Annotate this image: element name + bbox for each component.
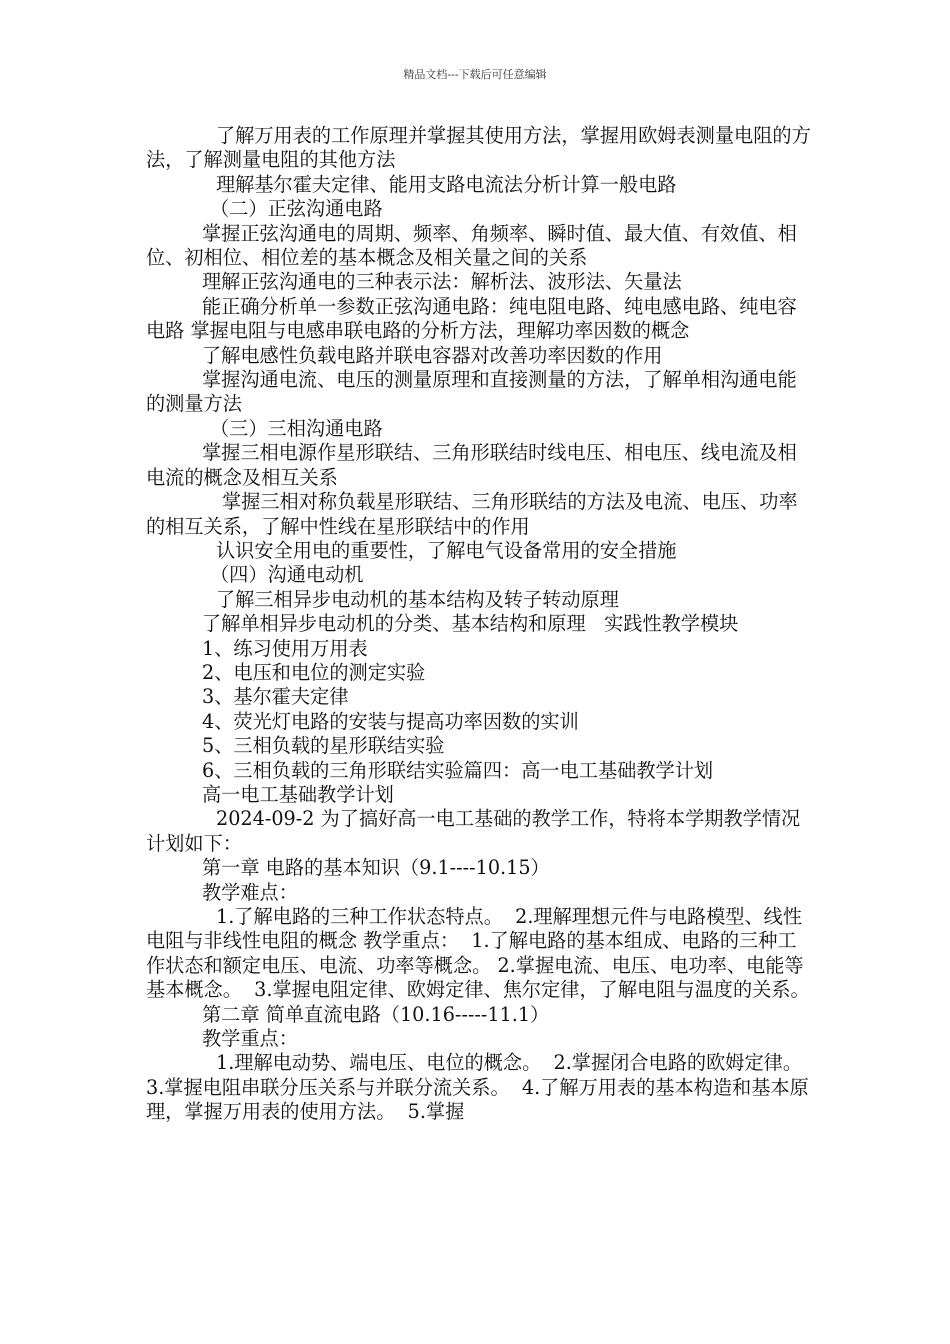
- page-header: 精品文档---下载后可任意编辑: [403, 68, 547, 81]
- paragraph: 认识安全用电的重要性，了解电气设备常用的安全措施: [216, 538, 677, 562]
- paragraph: （三）三相沟通电路: [210, 416, 383, 440]
- paragraph: 1.理解电动势、端电压、电位的概念。 2.掌握闭合电路的欧姆定律。 3.掌握电阻串联分压关系与并联分流关系。 4.了解万用表的基本构造和基本原理，掌握万用表的使用方法。 5.掌握: [146, 1051, 815, 1124]
- paragraph: 第一章 电路的基本知识（9.1----10.15）: [202, 856, 550, 880]
- paragraph: 理解基尔霍夫定律、能用支路电流法分析计算一般电路: [216, 172, 677, 196]
- paragraph: （四）沟通电动机: [210, 563, 364, 587]
- paragraph: 1、练习使用万用表: [202, 636, 368, 660]
- document-body: [146, 124, 815, 1125]
- paragraph: 掌握沟通电流、电压的测量原理和直接测量的方法，了解单相沟通电能的测量方法: [146, 368, 797, 416]
- paragraph: 能正确分析单一参数正弦沟通电路：纯电阻电路、纯电感电路、纯电容电路 掌握电阻与电感串联电路的分析方法，理解功率因数的概念: [146, 294, 797, 343]
- paragraph: 掌握三相电源作星形联结、三角形联结时线电压、相电压、线电流及相电流的概念及相互关系: [146, 441, 797, 489]
- paragraph: 2024-09-2 为了搞好高一电工基础的教学工作，特将本学期教学情况计划如下：: [146, 807, 801, 855]
- paragraph: 教学难点：: [202, 880, 298, 904]
- paragraph: 第二章 简单直流电路（10.16-----11.1）: [202, 1002, 550, 1026]
- paragraph: 高一电工基础教学计划: [202, 782, 394, 806]
- paragraph: 了解三相异步电动机的基本结构及转子转动原理: [216, 587, 619, 611]
- paragraph: 教学重点：: [202, 1027, 298, 1051]
- paragraph: 1.了解电路的三种工作状态特点。 2.理解理想元件与电路模型、线性电阻与非线性电阻的概念 教学重点： 1.了解电路的基本组成、电路的三种工作状态和额定电压、电流、功率等概念。 2.掌握电流、电压、电功率、电能等基本概念。 3.掌握电阻定律、欧姆定律、焦尔定律，了解电阻与温度的关系。: [146, 905, 810, 1002]
- paragraph: 3、基尔霍夫定律: [202, 685, 349, 709]
- paragraph: 4、荧光灯电路的安装与提高功率因数的实训: [202, 709, 579, 733]
- paragraph: 掌握三相对称负载星形联结、三角形联结的方法及电流、电压、功率的相互关系，了解中性线在星形联结中的作用: [146, 490, 798, 538]
- paragraph: 了解万用表的工作原理并掌握其使用方法，掌握用欧姆表测量电阻的方法，了解测量电阻的其他方法: [146, 124, 811, 172]
- paragraph: 理解正弦沟通电的三种表示法：解析法、波形法、矢量法: [202, 270, 682, 294]
- paragraph: 了解电感性负载电路并联电容器对改善功率因数的作用: [202, 343, 663, 367]
- paragraph: 了解单相异步电动机的分类、基本结构和原理 实践性教学模块: [202, 612, 739, 636]
- paragraph: 掌握正弦沟通电的周期、频率、角频率、瞬时值、最大值、有效值、相位、初相位、相位差的基本概念及相关量之间的关系: [146, 221, 797, 270]
- paragraph: （二）正弦沟通电路: [210, 197, 383, 221]
- paragraph: 5、三相负载的星形联结实验: [202, 734, 445, 758]
- paragraph: 6、三相负载的三角形联结实验篇四：高一电工基础教学计划: [202, 758, 714, 782]
- paragraph: 2、电压和电位的测定实验: [202, 660, 426, 684]
